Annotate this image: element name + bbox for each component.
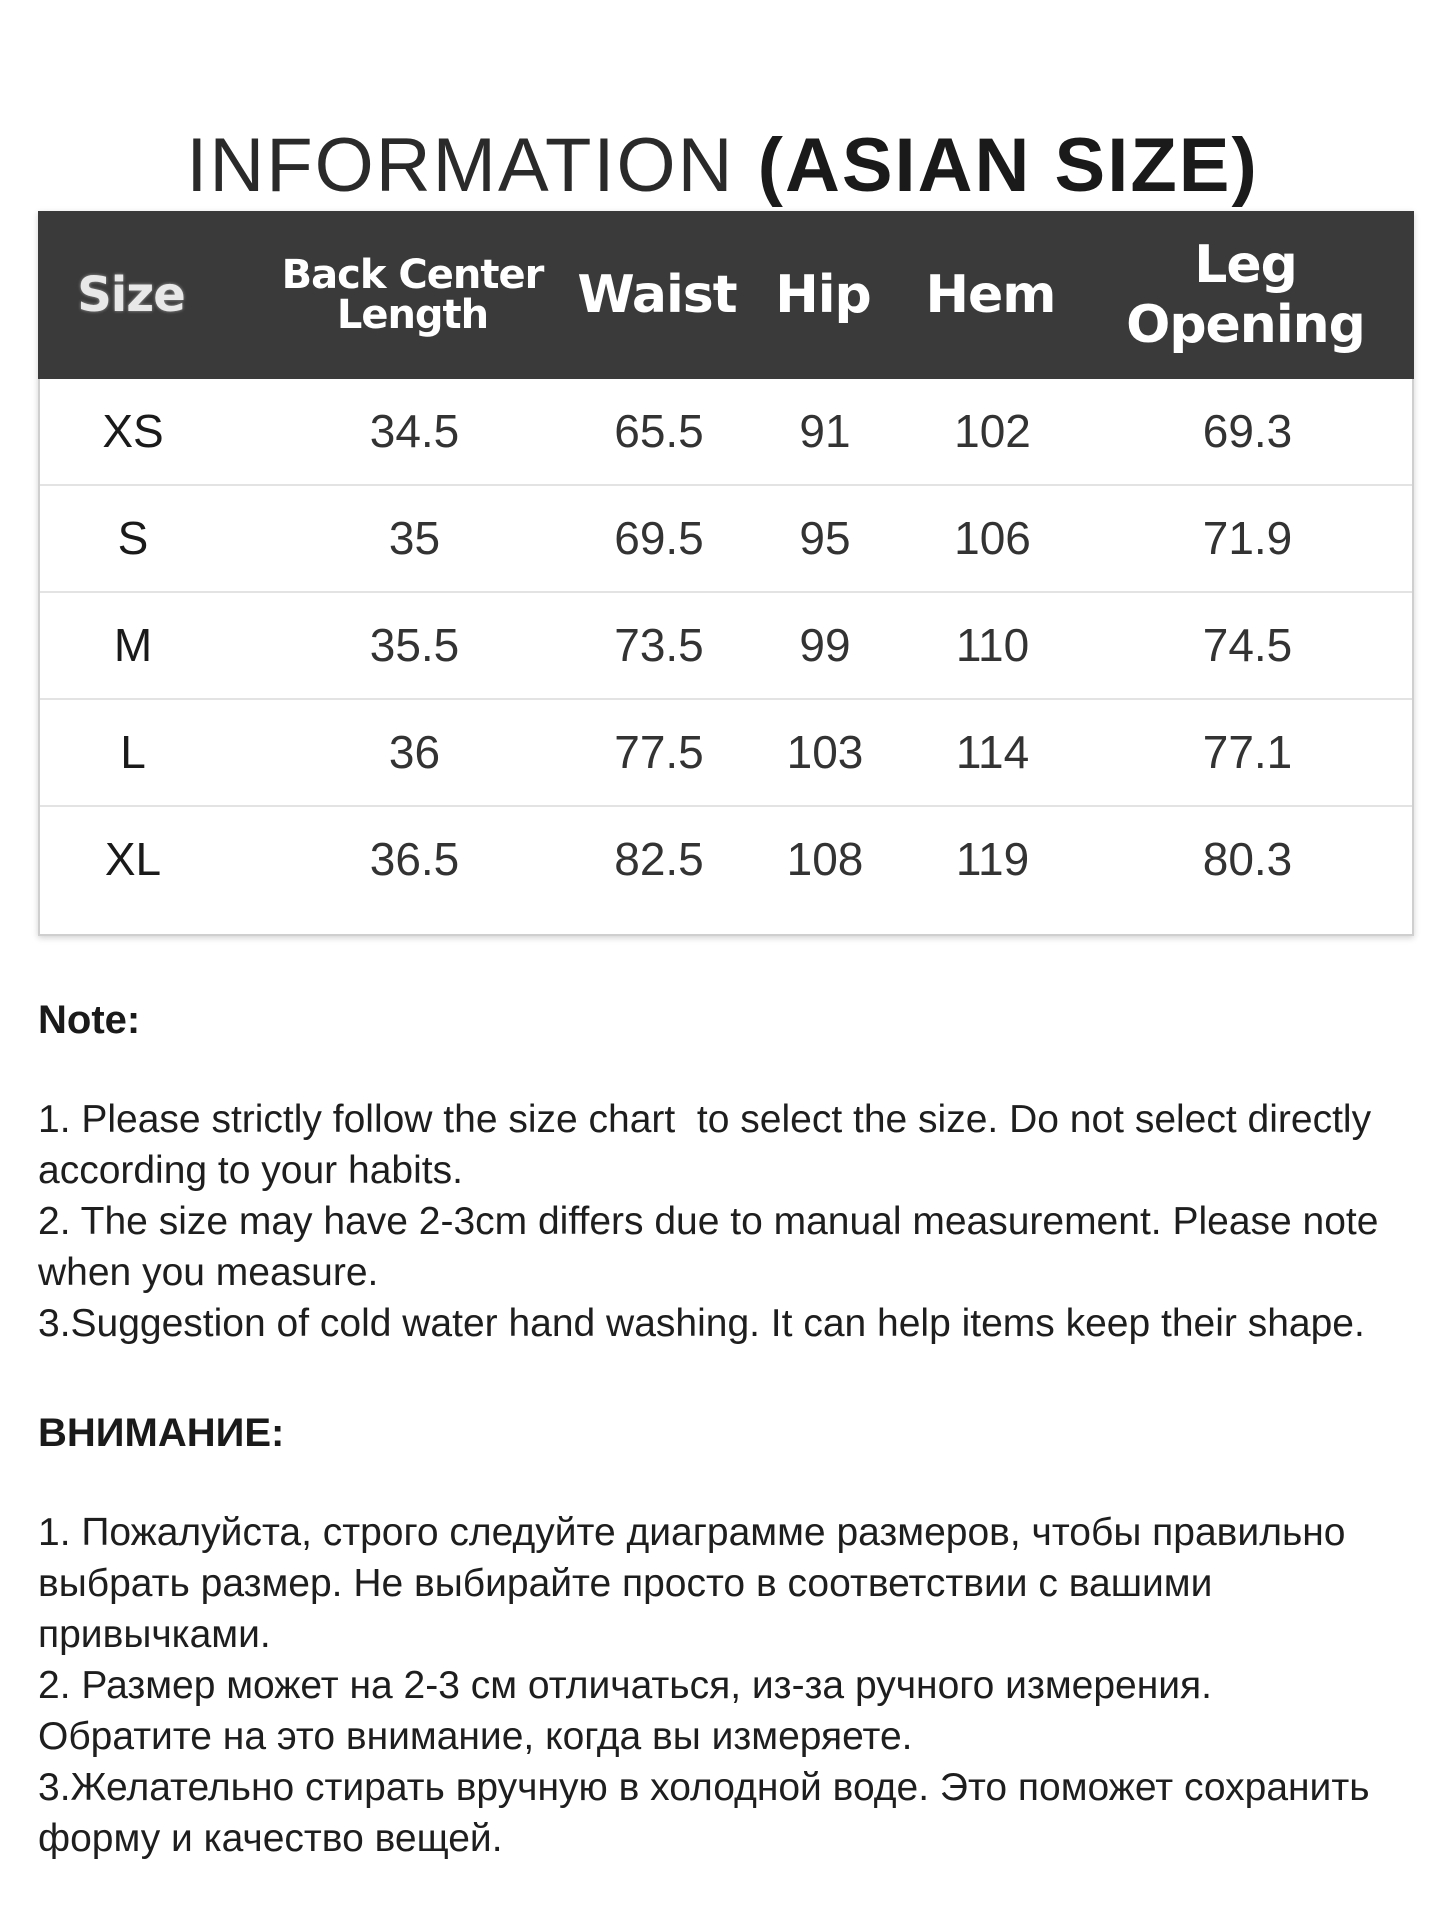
cell-waist: 82.5 xyxy=(614,833,704,885)
header-leg-opening-label: Leg Opening xyxy=(1126,235,1365,355)
cell-leg-opening: 74.5 xyxy=(1202,619,1293,671)
note-en-item-3: 3.Suggestion of cold water hand washing. It can help items keep their shape. xyxy=(38,1302,1365,1345)
cell-hem: 114 xyxy=(955,726,1030,778)
cell-waist: 69.5 xyxy=(614,512,704,564)
title-light: INFORMATION xyxy=(186,122,758,208)
cell-leg-opening: 80.3 xyxy=(1202,833,1293,885)
table-row xyxy=(40,379,1412,486)
cell-hip: 99 xyxy=(799,619,851,671)
table-header xyxy=(38,211,1414,379)
title-bold: (ASIAN SIZE) xyxy=(757,122,1259,208)
notes-section xyxy=(38,990,1418,1864)
note-heading-en: Note: xyxy=(38,998,141,1042)
table-row xyxy=(40,486,1412,593)
table-row xyxy=(40,593,1412,700)
cell-size: S xyxy=(117,512,149,564)
cell-hem: 102 xyxy=(954,405,1031,457)
cell-hip: 95 xyxy=(799,512,851,564)
cell-back-center-length: 35.5 xyxy=(369,619,460,671)
size-table xyxy=(38,211,1414,936)
cell-hem: 119 xyxy=(955,833,1030,885)
header-back-line2: Length xyxy=(336,292,489,338)
table-row xyxy=(40,700,1412,807)
header-hip xyxy=(748,211,898,379)
cell-back-center-length: 36.5 xyxy=(369,833,460,885)
cell-hip: 103 xyxy=(786,726,864,778)
cell-hip: 91 xyxy=(799,405,851,457)
cell-back-center-length: 35 xyxy=(388,512,441,564)
cell-size: XL xyxy=(104,833,162,885)
cell-hem: 110 xyxy=(955,619,1030,671)
table-body xyxy=(40,379,1412,912)
cell-waist: 65.5 xyxy=(614,405,704,457)
header-back-center-length xyxy=(224,211,601,379)
cell-back-center-length: 36 xyxy=(388,726,441,778)
cell-hem: 106 xyxy=(954,512,1031,564)
cell-leg-opening: 69.3 xyxy=(1202,405,1293,457)
note-ru-item-1: 1. Пожалуйста, строго следуйте диаграмме размеров, чтобы правильно выбрать размер. Не выбирайте просто в соответствии с вашими привычками. xyxy=(38,1511,1346,1656)
note-en-item-2: 2. The size may have 2-3cm differs due to manual measurement. Please note when you measure. xyxy=(38,1200,1379,1294)
note-heading-ru: ВНИМАНИЕ: xyxy=(38,1411,285,1455)
page-title xyxy=(0,121,1445,211)
header-size xyxy=(38,211,224,379)
header-size-label: Size xyxy=(77,267,185,323)
header-leg-opening xyxy=(1083,211,1408,379)
cell-hip: 108 xyxy=(786,833,864,885)
header-hem xyxy=(898,211,1083,379)
cell-back-center-length: 34.5 xyxy=(369,405,460,457)
header-hem-label: Hem xyxy=(925,265,1056,325)
header-waist xyxy=(551,211,763,379)
cell-size: L xyxy=(120,726,146,778)
cell-size: XS xyxy=(102,405,164,457)
cell-waist: 73.5 xyxy=(614,619,704,671)
cell-leg-opening: 71.9 xyxy=(1202,512,1293,564)
cell-size: M xyxy=(113,619,153,671)
header-hip-label: Hip xyxy=(775,265,871,325)
header-back-line1: Back Center xyxy=(281,252,544,298)
cell-leg-opening: 77.1 xyxy=(1202,726,1293,778)
note-en-item-1: 1. Please strictly follow the size chart to select the size. Do not select directly according to your habits. xyxy=(38,1098,1372,1192)
header-waist-label: Waist xyxy=(577,265,737,325)
note-ru-item-3: 3.Желательно стирать вручную в холодной воде. Это поможет сохранить форму и качество вещей. xyxy=(38,1766,1370,1860)
cell-waist: 77.5 xyxy=(614,726,704,778)
table-row xyxy=(40,807,1412,912)
note-ru-item-2: 2. Размер может на 2-3 см отличаться, из-за ручного измерения. Обратите на это внимание, когда вы измеряете. xyxy=(38,1664,1212,1758)
